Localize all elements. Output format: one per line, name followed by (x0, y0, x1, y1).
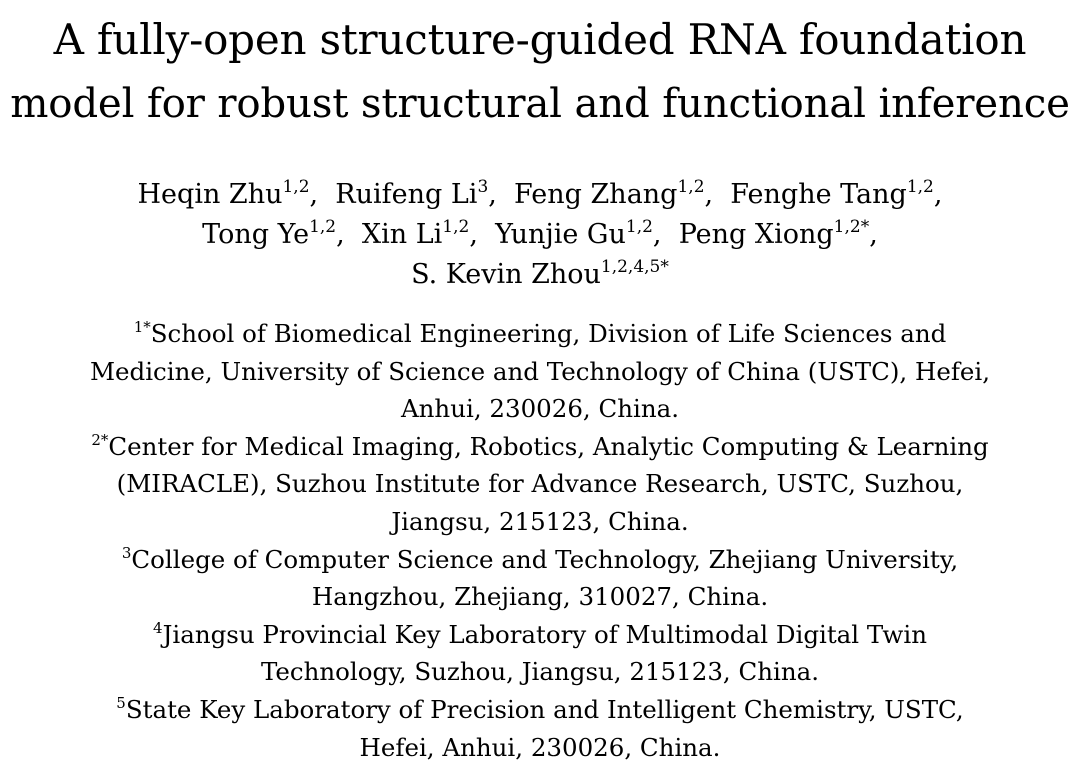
author: Ruifeng Li$^3$, (335, 177, 497, 210)
author: Fenghe Tang$^{1,2}$, (730, 177, 943, 210)
affiliation-text: State Key Laboratory of Precision and Intelligent Chemistry, USTC, (125, 694, 964, 724)
author (411, 259, 669, 290)
author-name: Peng Xiong (678, 219, 834, 250)
author-name: Xin Li (361, 219, 443, 250)
title-line-2: model for robust structural and functional inference (10, 80, 1070, 127)
author-affiliation-mark: 1,2 (677, 177, 705, 197)
affiliation-text: Center for Medical Imaging, Robotics, Analytic Computing & Learning (108, 431, 989, 461)
author-affiliation-mark: 1,2* (833, 217, 870, 237)
affiliation-mark: 2* (91, 430, 109, 449)
author: Yunjie Gu$^{1,2}$, (495, 217, 662, 250)
author-affiliation-mark: 1,2 (906, 177, 934, 197)
author-list (0, 175, 1080, 295)
affiliation-text: (MIRACLE), Suzhou Institute for Advance Research, USTC, Suzhou, (116, 469, 964, 499)
affiliation-4 (0, 616, 1080, 691)
author-affiliation-mark: 1,2 (625, 217, 653, 237)
affiliation-text: Jiangsu, 215123, China. (391, 506, 689, 536)
author: Tong Ye$^{1,2}$, (202, 217, 345, 250)
author-line-1 (0, 175, 1080, 215)
affiliation-mark: 3 (121, 543, 132, 562)
author-name: Tong Ye (202, 219, 310, 250)
affiliation-3 (0, 541, 1080, 616)
affiliation-list (0, 315, 1080, 766)
author: Xin Li$^{1,2}$, (361, 217, 478, 250)
affiliation-text: Anhui, 230026, China. (400, 394, 680, 424)
affiliation-text: College of Computer Science and Technology, Zhejiang University, (131, 544, 959, 574)
author-name: Yunjie Gu (495, 219, 626, 250)
affiliation-text: Jiangsu Provincial Key Laboratory of Multimodal Digital Twin (162, 619, 927, 649)
affiliation-mark: 5 (116, 693, 126, 712)
affiliation-text: Hefei, Anhui, 230026, China. (359, 732, 721, 762)
author-affiliation-mark: 1,2 (442, 217, 470, 237)
affiliation-text: Hangzhou, Zhejiang, 310027, China. (311, 582, 769, 612)
title-line-1: A fully-open structure-guided RNA foundation (53, 15, 1027, 64)
affiliation-text: School of Biomedical Engineering, Division of Life Sciences and (150, 319, 947, 348)
affiliation-text: Technology, Suzhou, Jiangsu, 215123, China. (260, 657, 820, 687)
affiliation-mark: 4 (153, 618, 163, 637)
author-affiliation-mark: 1,2 (309, 217, 337, 237)
author-name: Ruifeng Li (335, 179, 478, 210)
author-line-2 (0, 215, 1080, 255)
author-name: Fenghe Tang (730, 179, 907, 210)
author-line-3 (0, 255, 1080, 295)
author-affiliation-mark: 3 (477, 177, 489, 197)
affiliation-mark: 1* (133, 318, 151, 336)
author-name: S. Kevin Zhou (411, 259, 601, 290)
author-affiliation-mark: 1,2,4,5* (600, 257, 669, 277)
affiliation-1 (0, 315, 1080, 428)
author-name: Heqin Zhu (137, 179, 283, 210)
affiliation-text: Medicine, University of Science and Technology of China (USTC), Hefei, (89, 356, 991, 386)
affiliation-5 (0, 691, 1080, 766)
author: Heqin Zhu$^{1,2}$, (137, 177, 319, 210)
author-name: Feng Zhang (514, 179, 678, 210)
author: Peng Xiong$^{1,2*}$, (678, 217, 878, 250)
affiliation-2 (0, 428, 1080, 541)
author-affiliation-mark: 1,2 (282, 177, 310, 197)
paper-title (0, 8, 1080, 136)
author: Feng Zhang$^{1,2}$, (514, 177, 714, 210)
